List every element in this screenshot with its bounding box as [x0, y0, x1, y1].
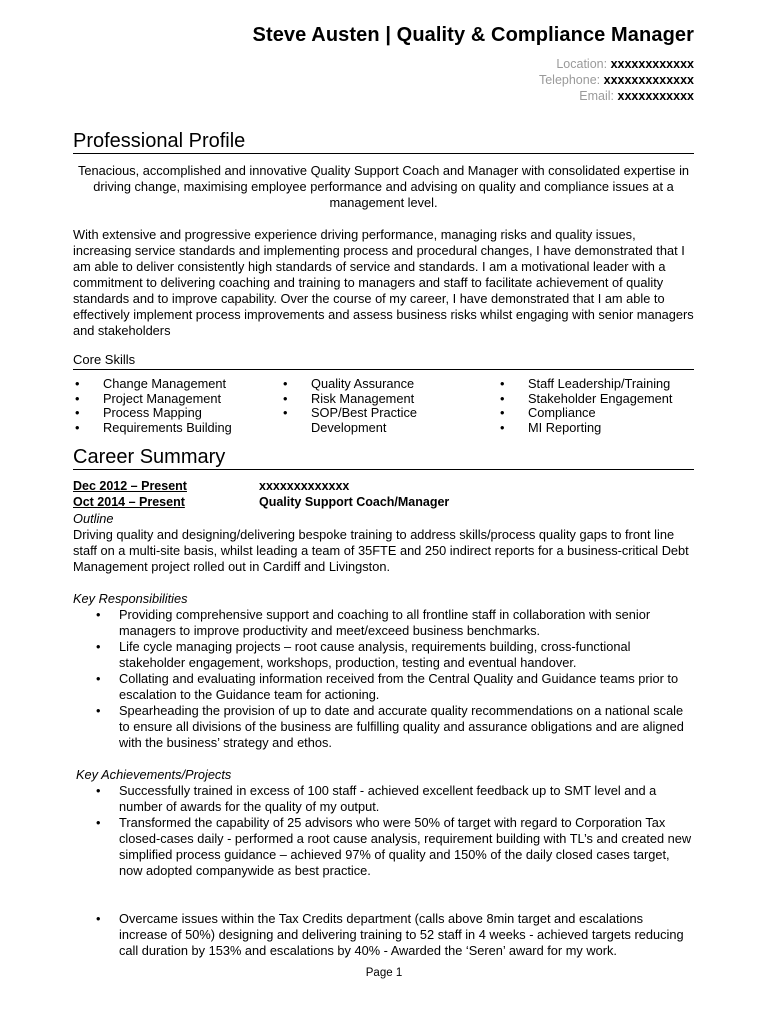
- contact-label: Email:: [579, 89, 615, 103]
- skill-item: • Risk Management: [281, 392, 486, 407]
- core-skills-heading: Core Skills: [73, 352, 694, 370]
- contact-label: Location:: [556, 57, 608, 71]
- skill-item: • Compliance: [498, 406, 694, 421]
- job-date: Oct 2014 – Present: [73, 495, 185, 509]
- page-number: Page 1: [365, 967, 403, 979]
- key-responsibilities-label: Key Responsibilities: [73, 591, 188, 606]
- skill-item: • Change Management: [73, 377, 278, 392]
- list-item: • Transformed the capability of 25 advisors who were 50% of target with regard to Corporation Tax closed-cases daily - performed a root cause analysis, requirement building with TL’s and created new simplified process guidance – achieved 97% of quality and 150% of the daily closed cases target, now adopted companywide as best practice.: [73, 815, 694, 879]
- list-item: • Spearheading the provision of up to date and accurate quality recommendations on a national scale to ensure all divisions of the business are fulfilling quality and assurance obligations and are aligned with the business’ strategy and ethos.: [73, 703, 694, 751]
- list-item: • Life cycle managing projects – root cause analysis, requirements building, cross-functional stakeholder engagement, workshops, production, testing and eventual handover.: [73, 639, 694, 671]
- achievements-list: [73, 783, 694, 879]
- skill-item: • MI Reporting: [498, 421, 694, 436]
- profile-body: With extensive and progressive experience driving performance, managing risks and quality issues, increasing service standards and implementing process and procedural changes, I have demonstrated that I am able to deliver consistently high standards of service and standards. I am a motivational leader with a commitment to delivering coaching and training to managers and staff to facilitate achievement of quality standards and to improve capability. Over the course of my career, I have demonstrated that I am able to effectively implement process improvements and assess business risks whilst engaging with senior managers and stakeholders: [73, 227, 694, 338]
- outline-text: Driving quality and designing/delivering bespoke training to address skills/process quality gaps to front line staff on a multi-site basis, whilst leading a team of 35FTE and 250 indirect reports for a business-critical Debt Management project rolled out in Cardiff and Livingston.: [73, 527, 689, 574]
- job-title: Quality Support Coach/Manager: [259, 495, 450, 509]
- core-skills-column-3: [498, 377, 694, 435]
- responsibilities-list: [73, 607, 694, 751]
- key-achievements-label: Key Achievements/Projects: [76, 767, 232, 782]
- achievements-list-continued: [73, 911, 694, 959]
- contact-location: [556, 57, 694, 71]
- contact-telephone: [539, 73, 694, 87]
- professional-profile-heading: Professional Profile: [73, 130, 694, 154]
- contact-value: xxxxxxxxxxx: [617, 89, 694, 103]
- career-summary-heading: Career Summary: [73, 446, 694, 470]
- list-item: • Successfully trained in excess of 100 staff - achieved excellent feedback up to SMT level and a number of awards for the quality of my output.: [73, 783, 694, 815]
- contact-value: xxxxxxxxxxxxx: [603, 73, 694, 87]
- job-entry: [73, 478, 350, 494]
- outline-label: Outline: [73, 511, 114, 526]
- contact-label: Telephone:: [538, 73, 601, 87]
- list-item: • Collating and evaluating information received from the Central Quality and Guidance teams prior to escalation to the Guidance team for actioning.: [73, 671, 694, 703]
- contact-value: xxxxxxxxxxxx: [610, 57, 694, 71]
- job-entry: [73, 494, 450, 510]
- skill-item: • Stakeholder Engagement: [498, 392, 694, 407]
- skill-item: • Process Mapping: [73, 406, 278, 421]
- skill-item: • Requirements Building: [73, 421, 278, 436]
- skill-item: • Project Management: [73, 392, 278, 407]
- core-skills-column-2: [281, 377, 486, 435]
- skill-item: • SOP/Best Practice Development: [281, 406, 486, 435]
- contact-email: [579, 89, 694, 103]
- skill-item: • Staff Leadership/Training: [498, 377, 694, 392]
- list-item: • Providing comprehensive support and coaching to all frontline staff in collaboration with senior managers to improve productivity and meet/exceed business benchmarks.: [73, 607, 694, 639]
- list-item: • Overcame issues within the Tax Credits department (calls above 8min target and escalations increase of 50%) designing and delivering training to 52 staff in 4 weeks - achieved targets reducing call duration by 153% and escalations by 40% - Awarded the ‘Seren’ award for my work.: [73, 911, 694, 959]
- job-date: Dec 2012 – Present: [73, 479, 187, 493]
- profile-intro: Tenacious, accomplished and innovative Quality Support Coach and Manager with consolidated expertise in driving change, maximising employee performance and advising on quality and compliance issues at a management level.: [77, 163, 690, 210]
- job-employer: xxxxxxxxxxxxx: [259, 479, 350, 493]
- core-skills-column-1: [73, 377, 278, 435]
- resume-title: Steve Austen | Quality & Compliance Manager: [252, 24, 694, 46]
- skill-item: • Quality Assurance: [281, 377, 486, 392]
